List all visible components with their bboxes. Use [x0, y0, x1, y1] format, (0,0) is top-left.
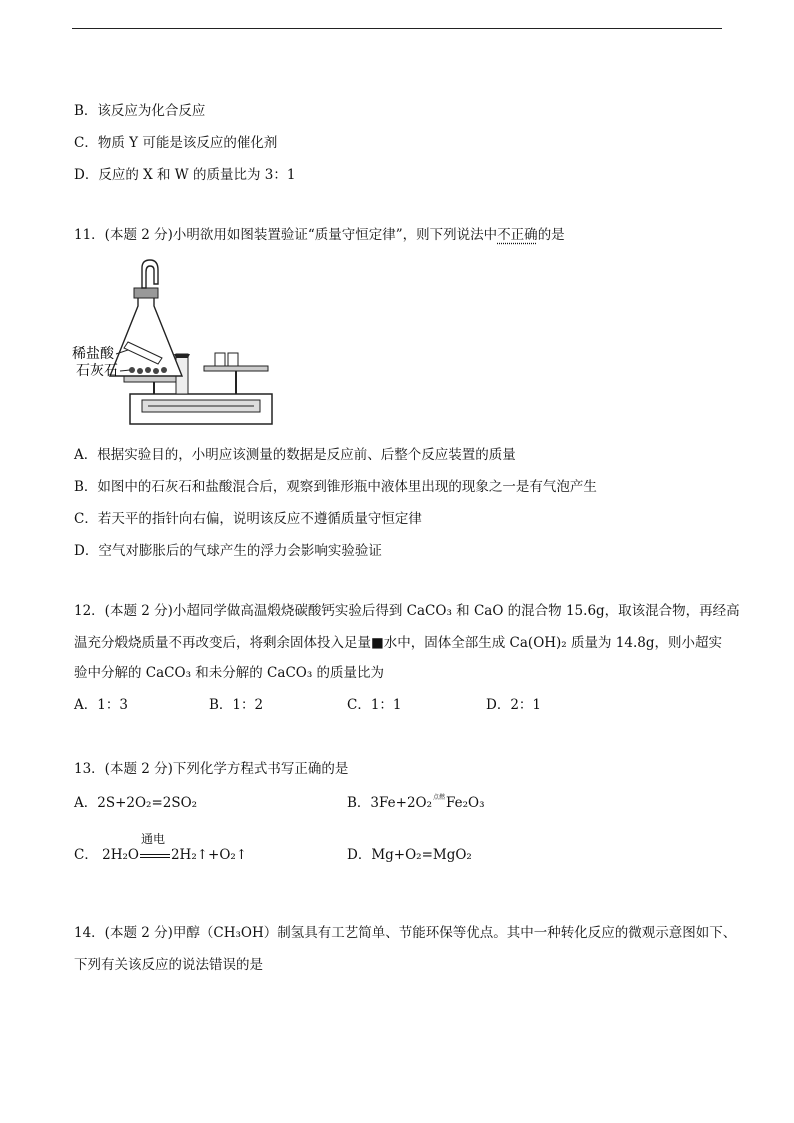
q13-option-c-reactants: C． 2H₂O [74, 847, 139, 863]
q14-stem-line2: 下列有关该反应的说法错误的是 [74, 957, 263, 973]
q12-option-d: D．2：1 [486, 697, 542, 713]
q12-stem-line2: 温充分煅烧质量不再改变后，将剩余固体投入足量■水中，固体全部生成 Ca(OH)₂ 质量为 14.8g，则小超实 [74, 635, 722, 651]
q11-stem-suffix: 的是 [537, 227, 565, 243]
label-dilute-hcl: 稀盐酸 [72, 346, 114, 362]
right-pan [204, 366, 268, 371]
q13-option-c [74, 832, 248, 864]
q12-option-c: C．1：1 [347, 697, 402, 713]
stopper [134, 288, 158, 298]
q11-stem [74, 226, 565, 244]
q11-option-c: C．若天平的指针向右偏，说明该反应不遵循质量守恒定律 [74, 511, 422, 527]
q11-stem-emphasis: 不正确 [497, 227, 538, 243]
q12-stem-line1: 12．(本题 2 分)小超同学做高温煅烧碳酸钙实验后得到 CaCO₃ 和 CaO 的混合物 15.6g，取该混合物，再经高 [74, 603, 740, 619]
q10-option-d: D．反应的 X 和 W 的质量比为 3：1 [74, 167, 296, 183]
header-rule [72, 28, 722, 29]
label-limestone: 石灰石 [76, 363, 118, 379]
q13-option-a: A．2S+2O₂=2SO₂ [74, 795, 198, 811]
balloon [142, 260, 158, 288]
q13-option-c-arrow [139, 832, 171, 864]
q14-stem-line1: 14．(本题 2 分)甲醇（CH₃OH）制氢具有工艺简单、节能环保等优点。其中一种转化反应的微观示意图如下、 [74, 925, 737, 941]
q11-option-a: A．根据实验目的，小明应该测量的数据是反应前、后整个反应装置的质量 [74, 447, 516, 463]
weight-2 [228, 353, 238, 366]
q12-option-a: A．1：3 [74, 697, 128, 713]
q13-option-b-reactants: B．3Fe+2O₂ [347, 795, 433, 811]
q13-option-c-condition: 通电 [140, 832, 165, 846]
q11-stem-prefix: 11．(本题 2 分)小明欲用如图装置验证“质量守恒定律”，则下列说法中 [74, 227, 498, 243]
weight-1 [215, 353, 225, 366]
q13-option-d: D．Mg+O₂=MgO₂ [347, 847, 472, 863]
q11-option-b: B．如图中的石灰石和盐酸混合后，观察到锥形瓶中液体里出现的现象之一是有气泡产生 [74, 479, 597, 495]
q12-stem-line3: 验中分解的 CaCO₃ 和未分解的 CaCO₃ 的质量比为 [74, 665, 385, 681]
q13-option-b-products: Fe₂O₃ [446, 795, 485, 811]
conical-flask [110, 296, 182, 376]
q13-option-c-products: 2H₂↑+O₂↑ [170, 847, 248, 863]
q11-apparatus-figure [70, 258, 280, 430]
q13-stem: 13．(本题 2 分)下列化学方程式书写正确的是 [74, 761, 349, 777]
q10-option-b: B．该反应为化合反应 [74, 103, 206, 119]
q10-option-c: C．物质 Y 可能是该反应的催化剂 [74, 135, 278, 151]
q13-option-b-condition: 点燃 [433, 794, 446, 801]
q12-option-b: B．1：2 [209, 697, 264, 713]
q11-option-d: D．空气对膨胀后的气球产生的浮力会影响实验验证 [74, 543, 382, 559]
q13-option-b [347, 794, 485, 815]
left-pan [124, 376, 184, 382]
